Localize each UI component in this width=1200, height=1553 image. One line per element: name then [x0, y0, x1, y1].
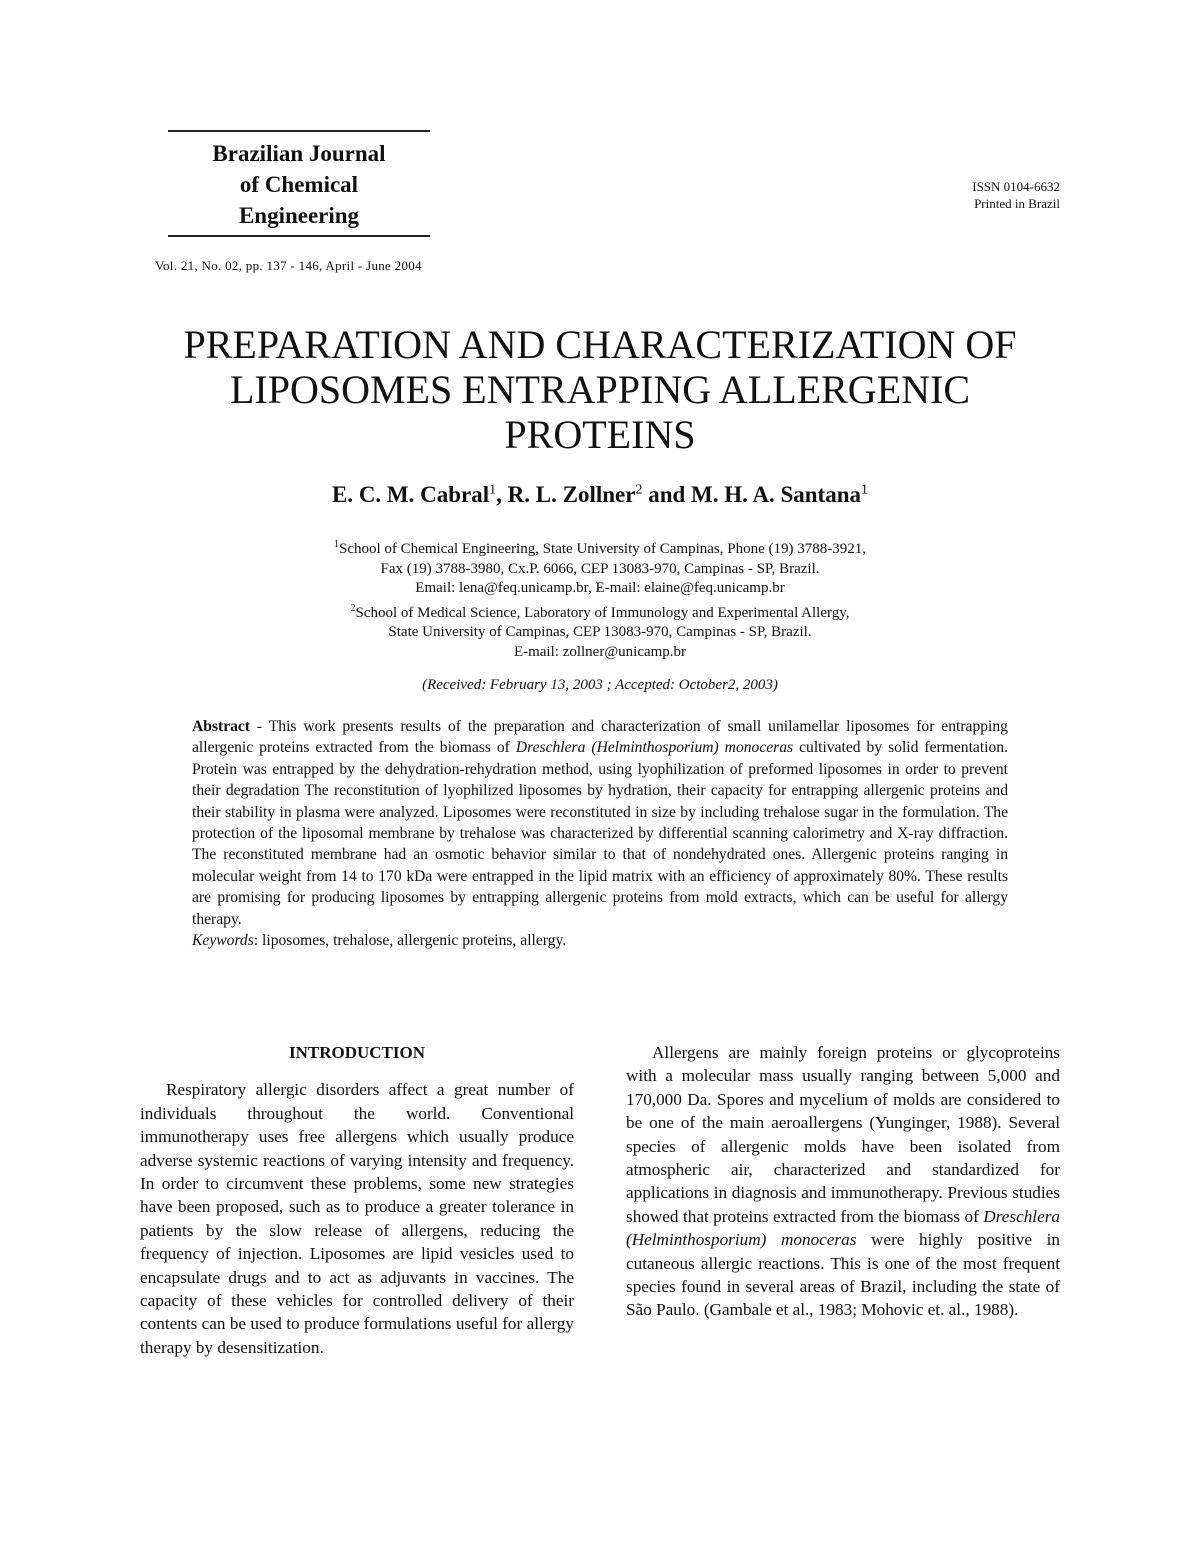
- author-separator: and: [642, 482, 692, 507]
- author-separator: ,: [496, 482, 508, 507]
- abstract-text: cultivated by solid fermentation. Protein was entrapped by the dehydration-rehydration method, using lyophilization of preformed liposomes in order to prevent their degradation The reconstitution of lyophilized liposomes by hydration, their capacity for entrapping allergenic proteins and their stability in plasma were analyzed. Liposomes were reconstituted in size by including trehalose sugar in the formulation. The protection of the liposomal membrane by trehalose was characterized by differential scanning calorimetry and X-ray diffraction. The reconstituted membrane had an osmotic behavior similar to that of nondehydrated ones. Allergenic proteins ranging in molecular weight from 14 to 170 kDa were entrapped in the lipid matrix with an efficiency of approximately 80%. These results are promising for producing liposomes by entrapping allergenic proteins from mold extracts, which can be useful for allergy therapy.: [192, 739, 1008, 928]
- title-line: PREPARATION AND CHARACTERIZATION OF: [183, 322, 1017, 367]
- author-affiliation-mark: 2: [635, 482, 643, 498]
- abstract: [192, 716, 1008, 951]
- keywords-list: : liposomes, trehalose, allergenic proteins, allergy.: [253, 932, 567, 950]
- title-line: PROTEINS: [504, 412, 696, 457]
- issn-block: [972, 178, 1060, 212]
- received-dates: (Received: February 13, 2003 ; Accepted: October2, 2003): [422, 677, 778, 693]
- body-text: were highly positive in cutaneous allergic reactions. This is one of the most frequent species found in several areas of Brazil, including the state of São Paulo. (Gambale et al., 1983; Mohovic et. al., 1988).: [626, 1230, 1060, 1320]
- abstract-body: [192, 716, 1008, 930]
- affiliation-email-line: Email: lena@feq.unicamp.br, E-mail: elaine@feq.unicamp.br: [415, 580, 785, 596]
- printed-in: Printed in Brazil: [974, 196, 1060, 211]
- author-list: [100, 482, 1100, 508]
- keywords: [192, 930, 1008, 951]
- body-paragraph: Respiratory allergic disorders affect a great number of individuals throughout the world. Conventional immunotherapy uses free allergens which usually produce adverse systemic reactions of varying intensity and frequency. In order to circumvent these problems, some new strategies have been proposed, such as to produce a greater tolerance in patients by the slow release of allergens, reducing the frequency of injection. Liposomes are lipid vesicles used to encapsulate drugs and to act as adjuvants in vaccines. The capacity of these vehicles for controlled delivery of their contents can be used to produce formulations useful for allergy therapy by desensitization.: [140, 1080, 574, 1357]
- body-paragraph: [626, 1041, 1060, 1322]
- abstract-dash: -: [250, 718, 269, 735]
- species-name: Dreschlera (Helminthosporium) monoceras: [515, 739, 794, 757]
- affiliation-line: Fax (19) 3788-3980, Cx.P. 6066, CEP 13083-970, Campinas - SP, Brazil.: [380, 560, 820, 577]
- affiliations: [100, 535, 1100, 662]
- author-affiliation-mark: 1: [861, 482, 869, 498]
- masthead-top-rule: [168, 130, 430, 132]
- species-name: Dreschlera (Helminthosporium) monoceras: [626, 1206, 1060, 1250]
- author-name: R. L. Zollner: [507, 482, 636, 507]
- affiliation-text: School of Medical Science, Laboratory of Immunology and Experimental Allergy,: [355, 604, 850, 621]
- journal-name-line: Engineering: [238, 203, 360, 228]
- affiliation-mark: 2: [350, 602, 356, 614]
- title-line: LIPOSOMES ENTRAPPING ALLERGENIC: [229, 367, 971, 412]
- masthead-bottom-rule: [168, 235, 430, 237]
- affiliation-line: [100, 535, 1100, 560]
- journal-name-line: Brazilian Journal: [212, 141, 386, 166]
- affiliation-mark: 1: [334, 539, 339, 550]
- affiliation-line: [100, 599, 1100, 624]
- abstract-text: This work presents results of the preparation and characterization of small unilamellar liposomes for entrapping allergenic proteins extracted from the biomass of: [192, 718, 1008, 757]
- author-name: E. C. M. Cabral: [331, 482, 490, 507]
- volume-info: Vol. 21, No. 02, pp. 137 - 146, April - June 2004: [155, 258, 422, 273]
- body-text: Allergens are mainly foreign proteins or glycoproteins with a molecular mass usually ranging between 5,000 and 170,000 Da. Spores and mycelium of molds are considered to be one of the main aeroallergens (Yunginger, 1988). Several species of allergenic molds have been isolated from atmospheric air, characterized and standardized for applications in diagnosis and immunotherapy. Previous studies showed that proteins extracted from the biomass of: [626, 1043, 1060, 1226]
- body-column-left: [140, 1041, 574, 1359]
- keywords-label: Keywords: [192, 932, 254, 950]
- paper-title: [100, 322, 1100, 457]
- journal-name: [168, 138, 430, 231]
- section-heading: INTRODUCTION: [288, 1043, 426, 1062]
- journal-name-line: of Chemical: [239, 172, 359, 197]
- affiliation-line: State University of Campinas, CEP 13083-970, Campinas - SP, Brazil.: [388, 624, 812, 640]
- affiliation-email-line: E-mail: zollner@unicamp.br: [513, 643, 687, 660]
- author-affiliation-mark: 1: [489, 482, 497, 498]
- issn: ISSN 0104-6632: [972, 179, 1060, 194]
- abstract-label: Abstract: [192, 718, 251, 735]
- affiliation-text: School of Chemical Engineering, State University of Campinas, Phone (19) 3788-3921,: [339, 541, 866, 557]
- body-column-right: [626, 1041, 1060, 1322]
- author-name: M. H. A. Santana: [691, 482, 862, 507]
